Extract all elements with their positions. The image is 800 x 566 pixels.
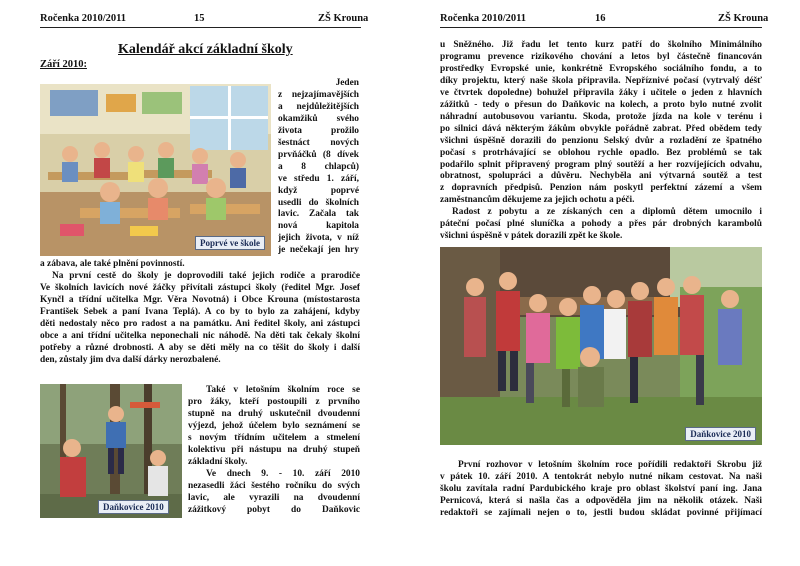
text-line: stupně na druhý uskutečnil dvoudenní xyxy=(188,408,360,419)
text-line: pro žáky, kteří postoupili z prvního xyxy=(188,396,360,407)
text-line: počasí s protrhávající se oblohou rychle opadlo. Bez problémů se tak xyxy=(440,147,762,158)
text-line: usedli do školních xyxy=(278,197,359,208)
text-line: ve středu 1. září, xyxy=(278,173,359,184)
text-line: s novým třídním učitelem a stmelení xyxy=(188,432,360,443)
text-line: nová kapitola xyxy=(278,221,359,232)
text-line: ve čtvrtek dopoledne) bohužel připravila žáky i učitele o jeden z hlavních xyxy=(440,87,762,98)
trip-wrap-text xyxy=(188,385,360,516)
right-header-rule xyxy=(440,27,762,28)
group-photo-image xyxy=(440,247,762,445)
text-line: páteční počasí plné sluníčka a pohody a přes pár drobných karambolů xyxy=(440,219,762,230)
classroom-photo xyxy=(40,84,271,256)
text-line: prostředky Evropské unie, konkrétně Evropského sociálního fondu, a to xyxy=(440,63,762,74)
text-line: po silnici dává některým žákům obvykle pořádně zabrat. Před obědem tedy xyxy=(440,123,762,134)
text-line: všichni úspěšně dorazili do penzionu Selský dvůr a rozladění ze špatného xyxy=(440,135,762,146)
text-line: díky projektu, který naše škola připravila. Nepříznivé počasí (vytrvalý déšť xyxy=(440,75,762,86)
text-line: v pátek 10. září 2010. A tentokrát nebylo nutné nikam cestovat. Na naši xyxy=(440,471,762,482)
page-title: Kalendář akcí základní školy xyxy=(118,42,293,57)
text-line: Radost z pobytu a ze získaných cen a diplomů dětem umocnilo i xyxy=(452,207,762,218)
text-line: zaměstnancům děkujeme za jejich ochotu a péči. xyxy=(440,195,635,206)
group-photo-caption: Daňkovice 2010 xyxy=(685,427,756,441)
text-line: života prožilo xyxy=(278,125,359,136)
text-line: výjezd, jehož účelem bylo seznámení se xyxy=(188,420,360,431)
right-page-number: 16 xyxy=(595,13,606,24)
classroom-photo-image xyxy=(40,84,271,256)
right-header-title: Ročenka 2010/2011 xyxy=(440,13,527,24)
text-line: Ve dnech 9. - 10. září 2010 xyxy=(206,468,360,479)
text-line: kolektivu při nástupu na druhý stupeň xyxy=(188,444,360,455)
left-header-title: Ročenka 2010/2011 xyxy=(40,13,127,24)
right-header-school: ZŠ Krouna xyxy=(718,13,769,24)
text-line: obce a ani třídní učitelka neponechali nic náhodě. Na děti tak čekaly školní xyxy=(40,330,360,341)
text-line: u Sněžného. Již řadu let tento kurz patří do školního Minimálního xyxy=(440,40,762,50)
text-line: František Šebek a paní Ivana Teplá). A co by to bylo za zahájení, kdyby xyxy=(40,306,360,317)
text-line: zážitkový pobyt do Daňkovic xyxy=(188,504,360,515)
text-line: Pernicová, která si našla čas a odpověděla jim na několik otázek. Naši xyxy=(440,495,762,506)
text-line: z nejzajímavějších xyxy=(278,89,359,100)
group-photo xyxy=(440,247,762,445)
left-header-rule xyxy=(40,27,361,28)
danko-photo-small xyxy=(40,384,182,518)
text-line: obratnost, spolupráci a důvěru. Nechyběla ani výtvarná soutěž a test xyxy=(440,171,762,182)
text-line: podařilo splnit připravený program plný soutěží a her rozvíjejících odvahu, xyxy=(440,159,762,170)
text-line: redaktoři se zajímali nejen o to, jestli budou skládat povinné přijímací xyxy=(440,507,762,518)
text-line: Na první cestě do školy je doprovodili také jejich rodiče a prarodiče xyxy=(52,270,360,281)
text-line: z dopravních předpisů. Penzion nám poskytl perfektní zázemí a všem xyxy=(440,183,762,194)
left-page-number: 15 xyxy=(194,13,205,24)
text-line: den, zůstaly jim dva další dárky nerozbalené. xyxy=(40,354,221,365)
text-line: Ve školních lavicích nové žáčky přivítali zástupci školy (ředitel Mgr. Josef xyxy=(40,282,360,293)
text-line: nezasedli žáci šestého ročníku do svých xyxy=(188,480,360,491)
text-line: je nečekají jen hry xyxy=(278,245,359,256)
left-header-school: ZŠ Krouna xyxy=(318,13,369,24)
text-line: První rozhovor v letošním školním roce pořídili redaktoři Škrobu již xyxy=(458,460,762,470)
right-page xyxy=(400,0,800,566)
text-line: děti nedostaly něco pro radost a na památku. Ani ředitel školy, ani zástupci xyxy=(40,318,360,329)
text-line: když poprvé xyxy=(278,185,359,196)
danko-photo-small-caption: Daňkovice 2010 xyxy=(98,500,169,514)
text-line: zážitků - tedy o přesun do Daňkovic na kolech, a proto bylo nutné zvolit xyxy=(440,99,762,110)
text-line: školu zavítala radní Pardubického kraje pro oblast školství paní ing. Jana xyxy=(440,483,762,494)
text-line: a 8 chlapců) xyxy=(278,161,359,172)
text-line: šestnáct nových xyxy=(278,137,359,148)
text-line: Jeden xyxy=(335,78,359,88)
trip-continued-text xyxy=(440,40,762,243)
text-line: a zábava, ale také plnění povinností. xyxy=(40,259,185,269)
month-heading: Září 2010: xyxy=(40,59,87,70)
text-line: Kynčl a třídní učitelka Mgr. Věra Novotná) i Obce Krouna (místostarosta xyxy=(40,294,360,305)
text-line: lavic, ale vyrazili na dvoudenní xyxy=(188,492,360,503)
text-line: náhradní autobusovou variantu. Škoda, protože jízda na kole v terénu i xyxy=(440,111,762,122)
classroom-photo-caption: Poprvé ve škole xyxy=(195,236,265,250)
text-line: okamžiků svého xyxy=(278,113,359,124)
text-line: prvňáčků (8 dívek xyxy=(278,149,359,160)
text-line: Také v letošním školním roce se xyxy=(206,385,360,395)
text-line: potřeby a různé drobnosti. A aby se děti měly na co těšit do školy i další xyxy=(40,342,360,353)
text-line: jejich života, v níž xyxy=(278,233,359,244)
first-day-paragraph xyxy=(40,259,360,367)
text-line: všichni úspěšně v pátek dorazili zpět ke škole. xyxy=(440,231,623,242)
text-line: lavic. Začala tak xyxy=(278,209,359,220)
text-line: a nejdůležitějších xyxy=(278,101,359,112)
text-line: základní školy. xyxy=(188,456,248,467)
danko-photo-small-image xyxy=(40,384,182,518)
interview-paragraph xyxy=(440,460,762,520)
text-line: programu prevence rizikového chování a letos byl částečně financován xyxy=(440,51,762,62)
intro-wrap-text xyxy=(278,78,359,257)
